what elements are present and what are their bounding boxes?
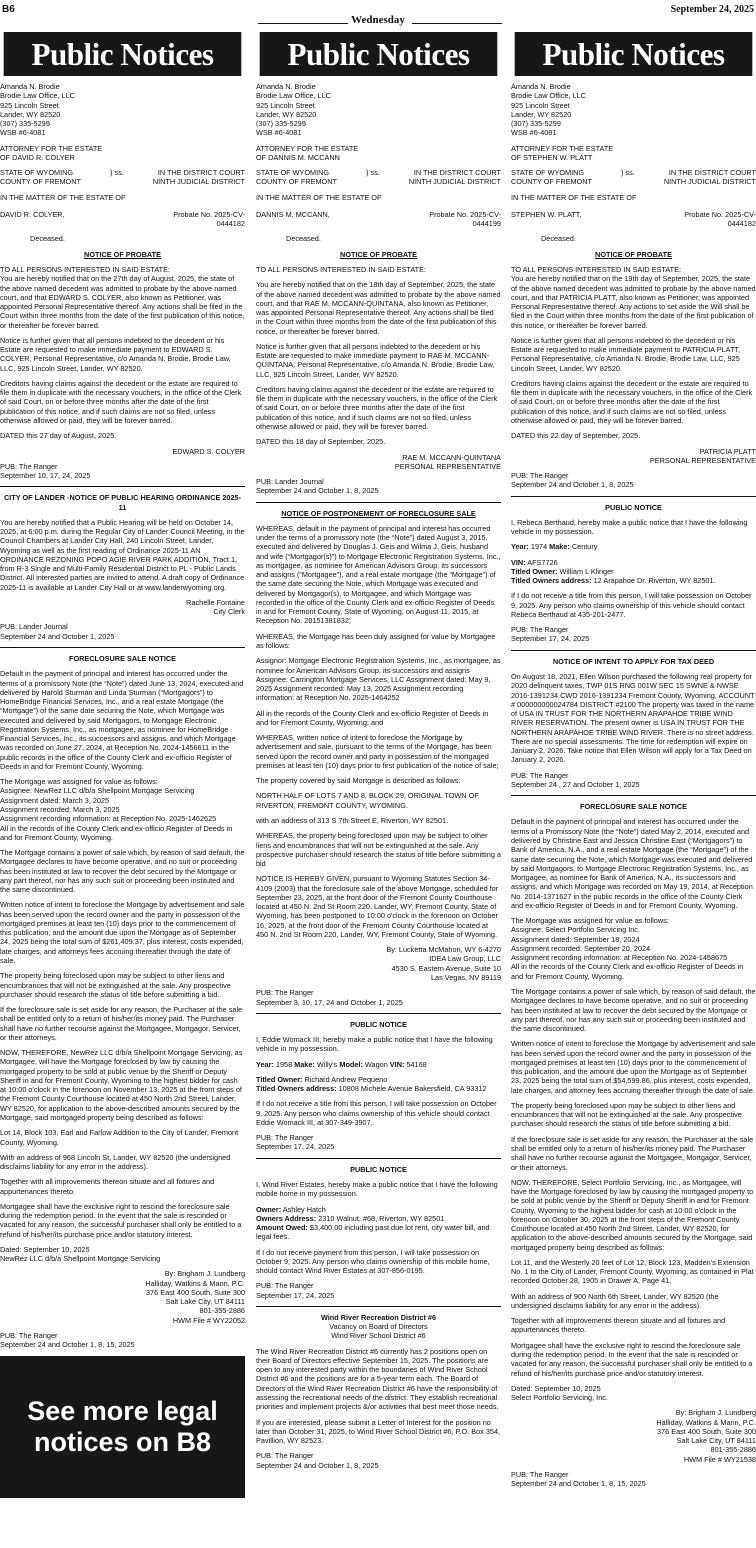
notice-paragraph: If you are interested, please submit a Letter of Interest for the position no later than October 31, 2025, to Wind River School District #6, P.O. Box 354, Pavillion, WY 82523. (256, 1417, 501, 1446)
signature-line: HWM File # WY21538 (683, 1454, 756, 1464)
notice-paragraph: Default in the payment of principal and interest has occurred under the terms of a Promissory Note (the “Note”) dated May 2, 2014, executed and delivered by Christine East and Jessica Christine East (“Mortgagors”) to Bank of America, N.A., and a real estate Mortgage (the “Mortgage”) of the same date securing the Note, which Mortgage was executed and delivered by said Mortgagors, to Mortgage Electronic Registration Systems, Inc., as Mortgagee, as nominee for Bank of America, N.A., its successors and assigns, and which Mortgage was recorded on May 19, 2014, at Reception No. 2014-1371627 in the public records in the office of the County Clerk and ex-officio Register of Deeds in and for Fremont County, Wyoming. (511, 817, 753, 910)
case-district: NINTH JUDICIAL DISTRICT (663, 177, 756, 187)
field-key: Owners Address: (256, 1213, 317, 1223)
case-spacer (110, 177, 126, 186)
notice-paragraph: I, Wind River Estates, hereby make a public notice that I have the following mobile home in my possession. (256, 1179, 498, 1199)
probate-number: Probate No. 2025-CV-0444199 (429, 209, 501, 229)
field-value: 54168 (406, 1059, 427, 1069)
publication-info (256, 1281, 501, 1300)
signature (511, 1408, 756, 1464)
notice-title: PUBLIC NOTICE (350, 1164, 407, 1174)
field-key: VIN: (511, 557, 526, 567)
notice-title: NOTICE OF PROBATE (84, 249, 161, 259)
notice-paragraph: The property covered by said Mortgage is described as follows: (256, 776, 461, 786)
field-key: Year: (511, 542, 529, 552)
field-value: William L Klinger (559, 566, 614, 576)
decedent-name: DAVID R. COLYER, (0, 209, 65, 219)
publication-info-line: PUB: The Ranger (256, 1133, 314, 1143)
signature-line: 4530 S. Eastern Avenue, Suite 10 (391, 963, 501, 973)
signature-line: PATRICIA PLATT (699, 446, 756, 456)
attorney-estate (511, 144, 756, 163)
divider (511, 795, 756, 796)
attorney-block (0, 82, 245, 138)
field-line (256, 1075, 501, 1084)
notice-paragraph: The Mortgage was assigned for value as follows: Assignee: Select Portfolio Servicing Inc. Assignment dated: September 18, 2024 Assignment recorded: September 20, 2024 Assignment recording information: at Reception No. 2024-1458675 All in the records of the County Clerk and ex-officio Register of Deeds in and for Fremont County, Wyoming. (511, 916, 744, 981)
owner-details (256, 1075, 501, 1094)
signature (0, 1269, 245, 1325)
publication-info (511, 1470, 756, 1489)
publication-info-line: September 24 and October 1, 8, 2025 (256, 486, 379, 496)
case-matter: IN THE MATTER OF THE ESTATE OF (511, 192, 637, 202)
attorney-block-line: (307) 335-5299 (0, 119, 50, 129)
attorney-block (511, 82, 756, 138)
attorney-estate-line: ATTORNEY FOR THE ESTATE (0, 143, 103, 153)
publication-info-line: September 24 and October 1, 2025 (0, 631, 115, 641)
case-state: STATE OF WYOMING (256, 168, 330, 178)
attorney-block-line: 925 Lincoln Street (0, 100, 59, 110)
field-key: Titled Owners address: (256, 1084, 337, 1094)
publication-info-line: September 3, 10, 17, 24 and October 1, 2025 (256, 997, 403, 1007)
header-rule-right (412, 23, 502, 24)
notice-paragraph: Creditors having claims against the decedent or the estate are required to file them in duplicate with the necessary vouchers, in the office of the Clerk of said Court, on or before three months after the date of the first publication of this notice, and if such claims are not so filed, unless otherwise allowed or paid, they will be forever barred. (0, 378, 242, 425)
attorney-block-line: Amanda N. Brodie (256, 82, 316, 91)
publication-info (511, 771, 756, 790)
notice-title: NOTICE OF PROBATE (595, 249, 672, 259)
field-value: 12 Arapahoe Dr. Riverton, WY 82501. (593, 576, 716, 586)
case-ss: ) ss. (621, 168, 635, 178)
field-value: $3,400.00 including past due lot rent, city water bill, and legal fees. (256, 1223, 490, 1242)
notice-title: Wind River Recreation District #6 (320, 1312, 437, 1322)
notice-paragraph: Lot 14, Block 103, Earl and Farlow Addition to the City of Lander, Fremont County, Wyoming. (0, 1128, 239, 1147)
notice-paragraph: With an address of 968 Lincoln St, Lander, WY 82520 (the undersigned disclaims liability for any error in the address). (0, 1152, 231, 1172)
field-line (511, 576, 756, 585)
notice-paragraph: I, Eddie Womack III, hereby make a public notice that I have the following vehicle in my possession. (256, 1035, 493, 1054)
notice-paragraph: Lot 11, and the Westerly 20 feet of Lot 12, Block 123, Madden's Extension No. 1 to the City of Lander, Fremont County, Wyoming, as contained in Plat recorded October 28, 1905 in Drawer A, Page 41. (511, 1257, 754, 1286)
notice-subtitle-line: Vacancy on Board of Directors (329, 1322, 428, 1332)
case-party (511, 210, 756, 229)
field-key: Make: (294, 1059, 315, 1069)
case-court: IN THE DISTRICT COURT (157, 168, 245, 178)
signature-line: RAE M. MCCANN-QUINTANA (402, 452, 501, 462)
notice-title: NOTICE OF POSTPONEMENT OF FORECLOSURE SALE (281, 508, 476, 518)
publication-info-line: September 17, 24, 2025 (256, 1290, 335, 1300)
attorney-estate (0, 144, 245, 163)
notice-paragraph: Dated: September 10, 2025 NewRez LLC d/b/a Shellpoint Mortgage Servicing (0, 1244, 161, 1264)
publication-info-line: PUB: The Ranger (0, 1331, 58, 1341)
divider (256, 1013, 501, 1014)
attorney-block-line: Brodie Law Office, LLC (0, 91, 75, 101)
attorney-block-line: Lander, WY 82520 (256, 109, 317, 119)
divider (0, 647, 245, 648)
attorney-estate-line: ATTORNEY FOR THE ESTATE (511, 143, 614, 153)
case-ss: ) ss. (110, 168, 124, 178)
signature (511, 447, 756, 466)
notice-paragraph: DATED this 22 day of September, 2025. (511, 431, 641, 441)
notice-paragraph: NOW, THEREFORE, Select Portfolio Servicing, Inc., as Mortgagee, will have the Mortgage foreclosed by law by causing the mortgaged property to be sold at public venue by the Sheriff or Deputy Sheriff in and for Fremont County, Wyoming to the highest bidder for cash at 10:00 o'clock in the forenoon on October 30, 2025 at the front steps of the Fremont County Courthouse located at 450 North 2nd Street, Lander, WY 82520, for application to the above-described amounts secured by the Mortgage, said mortgaged property being described as follows: (511, 1177, 754, 1252)
probate-number: Probate No. 2025-CV-0444182 (684, 209, 756, 229)
publication-info-line: September 17, 24, 2025 (511, 634, 590, 644)
probate-number: Probate No. 2025-CV-0444182 (173, 209, 245, 229)
field-key: Titled Owner: (256, 1074, 303, 1084)
case-ss: ) ss. (366, 168, 380, 178)
signature-line: Rachelle Fontaine (186, 597, 245, 607)
field-key: Titled Owners address: (511, 576, 592, 586)
notice-paragraph: Mortgagee shall have the exclusive right to rescind the foreclosure sale during the redemption period. In the event that the sale is rescinded or vacated for any reason, the successful purchaser shall only be entitled to a refund of his/her/its purchase price and/or statutory interest. (511, 1340, 753, 1378)
signature-line: 376 East 400 South, Suite 300 (146, 1287, 245, 1297)
field-value: AFS7726 (527, 557, 558, 567)
notice-title: CITY OF LANDER -NOTICE OF PUBLIC HEARING ORDINANCE 2025- 11 (3, 493, 242, 512)
signature-line: By: Brigham J. Lundberg (675, 1408, 756, 1418)
publication-info (0, 1331, 245, 1350)
notice-paragraph: If I do not receive a title from this person, I will take possession on October 9, 2025. Any person who claims ownership of this vehicle should contact Rebeca Berthaud at 435-201-2477. (511, 591, 752, 619)
notice-paragraph: The property being foreclosed upon may be subject to other liens and encumbrances that will not be extinguished at the sale. Any prospective purchaser should research the status of title before submitting a bid. (511, 1100, 742, 1129)
attorney-block-line: (307) 335-5299 (256, 119, 306, 129)
case-spacer (621, 177, 637, 186)
case-state: STATE OF WYOMING (511, 168, 585, 178)
field-value: 1974 (530, 542, 548, 552)
field-line (256, 1223, 501, 1242)
notice-paragraph: On August 18, 2021, Ellen Wilson purchased the following real property for 2020 delinquent taxes, TWP 01S RNG 001W SEC 15 SWNE & NWSE 2016-1391234 CWD 2016-1391234 Fremont County, Wyoming, ACCOUNT # 000000000024784 DISTRICT #2100 The property was taxed in the name of USA IN TRUST FOR THE NORTHERN ARAPAHOE TRIBE WIND RIVER RESERVATION. The present owner is USA IN TRUST FOR THE NORTHERN ARAPAHOE TRIBE WIND RIVER. There is no street address. There are no special assessments. The time for redemption will expire on January 2, 2026. Take notice that Ellen Wilson will apply for a Tax Deed on January 2, 2026. (511, 672, 755, 765)
attorney-block-line: 925 Lincoln Street (511, 100, 570, 110)
owner-details (256, 1205, 501, 1242)
notice-paragraph: You are hereby notified that on the 18th day of September, 2025, the state of the above named decedent was admitted to probate by the above named court, and that RAE M. MCCANN-QUINTANA, also known as Petitioner, was appointed Personal Representative thereof. Any actions shall be filed in the Court within three months from the date of the first publication of this notice, or thereafter be forever barred. (256, 280, 501, 336)
notice-paragraph: If the foreclosure sale is set aside for any reason, the Purchaser at the sale shall be entitled only to a return of his/her/its money paid. The Purchaser shall have no further recourse against the Mortgagee, Mortgagor, Servicer, or their attorneys. (511, 1134, 754, 1172)
notice-paragraph: The Mortgage was assigned for value as follows: Assignee: NewRez LLC d/b/a Shellpoint Mortgage Servicing Assignment dated: March 3, 2025 Assignment recorded: March 3, 2025 Assignment recording information: at Reception No. 2025-1462625 All in the records of the County Clerk and ex-officio Register of Deeds in and for Fremont County, Wyoming. (0, 777, 233, 842)
notice-paragraph: NOW, THEREFORE, NewRez LLC d/b/a Shellpoint Mortgage Servicing, as Mortgagee, will have the Mortgage foreclosed by law by causing the mortgaged property to be sold at public venue by the Sheriff or Deputy Sheriff in and for Fremont County, Wyoming to the highest bidder for cash at 10:00 o'clock in the forenoon on November 13, 2025 at the front steps of the Fremont County Courthouse located at 450 North 2nd Street, Lander, WY 82520, for application to the above-described amounts secured by the Mortgage, said mortgaged property being described as follows: (0, 1048, 243, 1122)
case-party (0, 210, 245, 229)
signature-line: PERSONAL REPRESENTATIVE (394, 461, 501, 471)
page-date: September 24, 2025 (670, 4, 754, 15)
notice-paragraph: Creditors having claims against the decedent or the estate are required to file them in duplicate with the necessary vouchers, in the office of the Clerk of said Court, on or before three months after the date of the first publication of this notice, and if such claims are not so filed, unless otherwise allowed or paid, they will be forever barred. (256, 384, 498, 431)
publication-info-line: September 24 , 27 and October 1, 2025 (511, 779, 640, 789)
see-more-banner: See more legal notices on B8 (0, 1356, 245, 1498)
publication-info (256, 477, 501, 496)
notice-paragraph: Notice is further given that all persons indebted to the decedent or his Estate are requested to make immediate payment to PATRICIA PLATT, Personal Representative, c/o Amanda N. Brodie, Brodie Law, LLC, 925 Lincoln Street, Lander, WY 82520. (511, 335, 741, 373)
field-value: Wagon (364, 1059, 388, 1069)
deceased-label: Deceased. (286, 234, 321, 244)
attorney-block-line: Brodie Law Office, LLC (511, 91, 586, 101)
notice-paragraph: Together with all improvements thereon situate and all fixtures and appurtenances thereto. (511, 1316, 726, 1335)
attorney-block-line: 925 Lincoln Street (256, 100, 315, 110)
field-value: Willy's (316, 1059, 338, 1069)
case-county: COUNTY OF FREMONT (0, 177, 81, 187)
page-number: B6 (2, 4, 15, 15)
publication-info-line: September 24 and October 1, 8, 15, 2025 (511, 1479, 646, 1489)
signature-line: By: Lucketta McMahon, WY 6-4270 (386, 945, 501, 955)
signature-line: Halliday, Watkins & Mann, P.C. (656, 1417, 756, 1427)
attorney-block-line: WSB #6-4081 (511, 128, 557, 138)
field-key: Make: (549, 542, 570, 552)
signature (256, 945, 501, 982)
divider (256, 1306, 501, 1307)
notice-paragraph: WHEREAS, the property being foreclosed upon may be subject to other liens and encumbrances that will not be extinguished at the sale. Any prospective purchaser should research the status of title before submitting a bid (256, 831, 501, 869)
decedent-name: STEPHEN W. PLATT, (511, 209, 582, 219)
field-line (256, 1205, 501, 1214)
notice-paragraph: DATED this 27 day of August, 2025. (0, 431, 117, 441)
field-value: Century (571, 542, 598, 552)
deceased-label: Deceased. (30, 234, 65, 244)
court-caption (256, 168, 501, 187)
attorney-block-line: WSB #6-4081 (256, 128, 302, 138)
publication-info (256, 1451, 501, 1470)
publication-info-line: September 10, 17, 24, 2025 (0, 471, 91, 481)
notice-title: FORECLOSURE SALE NOTICE (68, 654, 177, 664)
notice-paragraph: TO ALL PERSONS INTERESTED IN SAID ESTATE: You are hereby notified that on the 19th day of September, 2025, the state of the above named decedent was admitted to probate by the above named court, and that PATRICIA PLATT, also known as Petitioner, was appointed Personal Representative thereof. Any actions to set aside the Will shall be filed in the Court within three months from the date of the first publication of this notice, or thereafter be forever barred. (511, 264, 756, 330)
signature-line: PERSONAL REPRESENTATIVE (649, 455, 756, 465)
divider (256, 1158, 501, 1159)
case-district: NINTH JUDICIAL DISTRICT (408, 177, 501, 187)
attorney-block-line: Brodie Law Office, LLC (256, 91, 331, 101)
column-3 (511, 32, 756, 1546)
divider (256, 502, 501, 503)
owner-details (511, 558, 756, 586)
publication-info-line: PUB: The Ranger (256, 1281, 314, 1291)
publication-info-line: September 24 and October 1, 8, 2025 (511, 480, 634, 490)
attorney-block-line: Lander, WY 82520 (511, 109, 572, 119)
field-value: Ashley Hatch (282, 1204, 326, 1214)
signature-line: Salt Lake City, UT 84111 (165, 1297, 245, 1307)
signature: EDWARD S. COLYER (172, 446, 245, 456)
signature-line: Salt Lake City, UT 84111 (676, 1436, 756, 1446)
publication-info (256, 988, 501, 1007)
vehicle-details (511, 542, 756, 551)
case-district: NINTH JUDICIAL DISTRICT (152, 177, 245, 187)
notice-paragraph: TO ALL PERSONS INTERESTED IN SAID ESTATE: (256, 264, 427, 274)
notice-paragraph: WHEREAS, written notice of intent to foreclose the Mortgage by advertisement and sale, pursuant to the terms of the Mortgage, has been served upon the record owner and party in possession of the mortgaged premises at least ten (10) days prior to first publication of the notice of sale; (256, 733, 499, 770)
attorney-block-line: WSB #6-4081 (0, 128, 46, 138)
case-county: COUNTY OF FREMONT (256, 177, 337, 187)
vehicle-details (256, 1060, 501, 1069)
attorney-block (256, 82, 501, 138)
attorney-estate-line: OF DANNIS M. MCCANN (256, 152, 340, 162)
column-2 (256, 32, 501, 1546)
field-key: Model: (339, 1059, 363, 1069)
publication-info-line: September 24 and October 1, 8, 2025 (256, 1460, 379, 1470)
notice-paragraph: Together with all improvements thereon situate and all fixtures and appurtenances thereto. (0, 1177, 215, 1196)
publication-info-line: PUB: The Ranger (511, 471, 569, 481)
field-value: 1958 (275, 1059, 293, 1069)
page-header (0, 0, 756, 30)
publication-info-line: PUB: The Ranger (511, 770, 569, 780)
attorney-block-line: Lander, WY 82520 (0, 109, 61, 119)
publication-info (256, 1133, 501, 1152)
signature-line: By: Brigham J. Lundberg (164, 1269, 245, 1279)
notice-subtitle-line: Wind River School District #6 (331, 1331, 426, 1341)
notice-paragraph: Assignor: Mortgage Electronic Registration Systems, Inc., as mortgagee, as nominee for American Advisors Group, its successors and assigns Assignee: Carrington Mortgage Services, LLC Assignment dated: May 9, 2025 Assignment recorded: May 13, 2025 Assignment recording information: at Reception No. 2025-1464252 (256, 656, 501, 703)
notice-paragraph: The property being foreclosed upon may be subject to other liens and encumbrances that will not be extinguished at the sale. Any prospective purchaser should research the status of title before submitting a bid. (0, 971, 231, 999)
signature-line: City Clerk (213, 607, 245, 617)
notice-paragraph: The Mortgage contains a power of sale which, by reason of said default, the Mortgagee declares to have become operative, and no suit or proceeding has been instituted at law to recover the debt secured by the Mortgage or any part thereof, nor has any such suit or proceeding been instituted and the same discontinued. (0, 848, 245, 895)
signature-line: Halliday, Watkins & Mann, P.C. (145, 1278, 245, 1288)
publication-info (511, 625, 756, 644)
attorney-block-line: (307) 335-5299 (511, 119, 561, 129)
notice-title: FORECLOSURE SALE NOTICE (579, 802, 688, 812)
notice-paragraph: NORTH HALF OF LOTS 7 AND 8, BLOCK 29, ORIGINAL TOWN OF RIVERTON, FREMONT COUNTY, WYOMING. (256, 791, 479, 810)
notice-paragraph: Default in the payment of principal and interest has occurred under the terms of a promissory Note (the “Note”) dated June 13, 2024, executed and delivered by Harold Sturman and Linda Sturman (“Mortgagors”) to HomeBridge Financial Services, Inc., and a real estate Mortgage (the “Mortgage”) of the same date securing the Note, which Mortgage was executed and delivered by said Mortgagors, to Mortgage Electronic Registration Systems, Inc., as mortgagee, as nominee for HomeBridge Financial Services, Inc., its successors and assigns, and which Mortgage was recorded on June 27, 2024, at Reception No. 2024-1456611 in the public records in the office of the County Clerk and ex-officio Register of Deeds in and for Fremont County, Wyoming. (0, 669, 244, 771)
notice-paragraph: Notice is further given that all persons indebted to the decedent or his Estate are requested to make immediate payment to RAE M. MCCANN-QUINTANA, Personal Representative, c/o Amanda N. Brodie, Brodie Law, LLC, 925 Lincoln Street, Lander, WY 82520. (256, 341, 495, 379)
notice-subtitle (256, 1322, 501, 1341)
field-line (256, 1084, 501, 1093)
notice-title: NOTICE OF INTENT TO APPLY FOR TAX DEED (552, 656, 715, 666)
publication-info-line: PUB: Lander Journal (0, 622, 68, 632)
section-header: Public Notices (515, 32, 753, 76)
attorney-block-line: Amanda N. Brodie (511, 82, 571, 91)
section-header: Public Notices (260, 32, 498, 76)
case-matter: IN THE MATTER OF THE ESTATE OF (0, 192, 126, 202)
column-1 (0, 32, 245, 1546)
publication-info-line: PUB: The Ranger (0, 461, 58, 471)
signature-line: 801-355-2886 (199, 1306, 245, 1316)
attorney-estate-line: OF STEPHEN W. PLATT (511, 152, 593, 162)
publication-info-line: PUB: The Ranger (511, 1469, 569, 1479)
notice-paragraph: Written notice of intent to foreclose the Mortgage by advertisement and sale has been served upon the record owner and the party in possession of the mortgaged premises at least ten (10) days prior to the commencement of this publication, and the amount due upon the Mortgage as of September 24, 2025 being the total sum of $261,409.37, plus interest, costs expended, late charges, and attorneys fees accruing thereafter through the date of sale. (0, 900, 245, 965)
case-state: STATE OF WYOMING (0, 168, 74, 178)
signature-line: 376 East 400 South, Suite 300 (657, 1426, 756, 1436)
court-caption (511, 168, 756, 187)
notice-paragraph: Notice is further given that all persons indebted to the decedent or his Estate are requested to make immediate payment to EDWARD S. COLYER, Personal Representative, c/o Amanda N. Brodie, Brodie Law, LLC, 925 Lincoln Street, Lander, WY 82520. (0, 335, 231, 373)
signature (256, 453, 501, 472)
case-party (256, 210, 501, 229)
divider (511, 650, 756, 651)
notice-paragraph: All in the records of the County Clerk and ex-officio Register of Deeds in and for Fremont County, Wyoming; and (256, 708, 489, 727)
notice-title: NOTICE OF PROBATE (340, 249, 417, 259)
publication-info-line: PUB: Lander Journal (256, 477, 324, 487)
field-key: VIN: (389, 1059, 405, 1069)
notice-title: PUBLIC NOTICE (350, 1019, 407, 1029)
notice-paragraph: The Wind River Recreation District #6 currently has 2 positions open on their Board of Directors effective September 15, 2025. The positions are open to any interested party within the boundaries of Wind River School District #6 and the positions are for a 5-year term each. The Board of Directors of the Wind River Recreation District #6 have the responsibility of assessing the recreational needs of the district. They establish recreational priorities and implement projects &/or activities that best meet those needs. (256, 1346, 499, 1412)
notice-paragraph: The Mortgage contains a power of sale which, by reason of said default, the Mortgagee declares to have become operative, and no suit or proceeding has been instituted at law to recover the debt secured by the Mortgage or any part thereof, nor has any such suit or proceeding been instituted and the same discontinued. (511, 986, 756, 1034)
publication-info (0, 462, 245, 481)
publication-info (0, 622, 245, 641)
signature-line: HWM File # WY22052 (172, 1315, 245, 1325)
attorney-estate-line: ATTORNEY FOR THE ESTATE (256, 143, 359, 153)
notice-paragraph: WHEREAS, default in the payment of principal and interest has occurred under the terms of a promissory note (the “Note”) dated August 3, 2015, executed and delivered by Douglas J. Geis and Wilma J. Geis, husband and wife (“Mortgagor(s)”) to Mortgage Electronic Registration Systems, Inc., as mortgagee, as nominee for American Advisors Group, its successors and assigns (“Mortgagee”), and a real estate mortgage (the “Mortgage”) of the same date securing the Note, which Mortgage was executed and delivered by Mortgagor(s), to Mortgagee, and which Mortgage was recorded in the office of the County Clerk and ex-officio Register of Deeds in and for Fremont County, State of Wyoming, on August 11, 2015, at Reception No. 20151381832; (256, 523, 501, 626)
signature (0, 598, 245, 617)
field-line (256, 1214, 501, 1223)
case-spacer (366, 177, 382, 186)
divider (511, 496, 756, 497)
notice-paragraph: WHEREAS, the Mortgage has been duly assigned for value by Mortgagee as follows: (256, 631, 496, 651)
case-matter: IN THE MATTER OF THE ESTATE OF (256, 192, 382, 202)
decedent-name: DANNIS M. MCCANN, (256, 209, 330, 219)
section-header: Public Notices (4, 32, 242, 76)
notice-paragraph: Mortgagee shall have the exclusive right to rescind the foreclosure sale during the redemption period. In the event that the sale is rescinded or vacated for any reason, the successful purchaser shall only be entitled to a refund of his/her/its purchase price and/or statutory interest. (0, 1201, 242, 1239)
field-line (511, 558, 756, 567)
signature-line: IDEA Law Group, LLC (429, 954, 501, 964)
notice-paragraph: With an address of 900 North 6th Street, Lander, WY 82520 (the undersigned disclaims liability for any error in the address). (511, 1291, 719, 1310)
publication-info-line: PUB: The Ranger (511, 625, 569, 635)
field-key: Year: (256, 1059, 274, 1069)
field-value: 10808 Michele Avenue Bakersfield, CA 93312 (338, 1084, 487, 1094)
notice-paragraph: You are hereby notified that a Public Hearing will be held on October 14, 2025, at 6:00 p.m. during the Regular City of Lander Council Meeting, in the Council Chambers at Lander City Hall, 240 Lincoln Street, Lander, Wyoming as well as the first reading of Ordinance 2025-11 AN ORDINANCE REZONING POPO AGIE RIVER PARK ADDITION, Tract 1, from R-3 Single and Multi-Family Residential District to PL - Public Lands District. All interested parties are invited to attend. A draft copy of Ordinance 2025-11 is available at Lander City Hall or at www.landerwyoming.org. (0, 517, 245, 592)
attorney-block-line: Amanda N. Brodie (0, 82, 60, 91)
publication-info-line: September 17, 24, 2025 (256, 1142, 335, 1152)
deceased-label: Deceased. (541, 234, 576, 244)
field-key: Owner: (256, 1204, 282, 1214)
field-value: Richard Andrew Pequeno (304, 1074, 388, 1084)
field-value: 2310 Walnut, #68, Riverton, WY 82501 (318, 1213, 445, 1223)
notice-paragraph: Creditors having claims against the decedent or the estate are required to file them in duplicate with the necessary vouchers, in the office of the Clerk of said Court, on or before three months after the date of the first publication of this notice, and if such claims are not so filed, unless otherwise allowed or paid, they will be forever barred. (511, 378, 753, 425)
page-day: Wednesday (351, 14, 405, 26)
case-court: IN THE DISTRICT COURT (413, 168, 501, 178)
field-line (511, 567, 756, 576)
notice-title: PUBLIC NOTICE (605, 502, 662, 512)
publication-info-line: PUB: The Ranger (256, 988, 314, 998)
notice-paragraph: with an address of 313 S 7th Street E, Riverton, WY 82501. (256, 816, 449, 825)
notice-paragraph: Written notice of intent to foreclose the Mortgage by advertisement and sale has been served upon the record owner and the party in possession of the mortgaged premises at least ten (10) days prior to the commencement of this publication, and the amount due upon the Mortgage as of September 23, 2025 being the total sum of $54,599.86, plus interest, costs expended, late charges, and attorney fees accruing thereafter through the date of sale. (511, 1039, 756, 1095)
attorney-estate (256, 144, 501, 163)
case-court: IN THE DISTRICT COURT (668, 168, 756, 178)
notice-paragraph: NOTICE IS HEREBY GIVEN, pursuant to Wyoming Statutes Section 34-4109 (2003) that the foreclosure sale of the above Mortgage, scheduled for September 23, 2025, at the front door of the Fremont County Courthouse located at 450 N. 2nd St Room 220, Lander, WY, Fremont County, State of Wyoming, has been postponed to 10:00 o'clock in the forenoon on October 16, 2025, at the front door of the Fremont County Courthouse located at 450 N. 2nd St Room 220, Lander, WY, Fremont County, State of Wyoming. (256, 874, 499, 939)
notice-paragraph: If I do not receive payment from this person, I will take possession on October 9, 2025. Any person who claims ownership of this mobile home, should contact Wind River Estates at 307-856-0195. (256, 1247, 490, 1276)
court-caption (0, 168, 245, 187)
notice-paragraph: If the foreclosure sale is set aside for any reason, the Purchaser at the sale shall be entitled only to a return of his/her/its money paid. The Purchaser shall have no further recourse against the Mortgagee, Mortgagor, Servicer, or their attorneys. (0, 1005, 243, 1042)
case-county: COUNTY OF FREMONT (511, 177, 592, 187)
publication-info (511, 471, 756, 490)
field-key: Titled Owner: (511, 566, 558, 576)
notice-paragraph: Dated: September 10, 2025 Select Portfolio Servicing, Inc. (511, 1383, 608, 1403)
publication-info-line: September 24 and October 1, 8, 15, 2025 (0, 1340, 135, 1350)
notice-paragraph: I, Rebeca Berthaud, hereby make a public notice that I have the following vehicle in my possession. (511, 517, 748, 537)
signature-line: 801-355-2886 (710, 1445, 756, 1455)
notice-paragraph: TO ALL PERSONS INTERESTED IN SAID ESTATE: You are hereby notified that on the 27th day of August, 2025, the state of the above named decedent was admitted to probate by the above named court, and that EDWARD S. COLYER, also known as Petitioner, was appointed Personal Representative thereof. Any actions shall be filed in the Court within three months from the date of the first publication of this notice, or thereafter be forever barred. (0, 264, 245, 330)
notice-paragraph: DATED this 18 day of September, 2025. (256, 437, 386, 447)
notice-paragraph: If I do not receive a title from this person, I will take possession on October 9, 2025. Any person who claims ownership of this vehicle should contact Eddie Womack III, at 307-349-3907. (256, 1099, 497, 1127)
publication-info-line: PUB: The Ranger (256, 1451, 314, 1461)
field-key: Amount Owed: (256, 1223, 308, 1233)
divider (0, 486, 245, 487)
signature-line: Las Vegas, NV 89119 (430, 972, 501, 982)
attorney-estate-line: OF DAVID R. COLYER (0, 152, 75, 162)
